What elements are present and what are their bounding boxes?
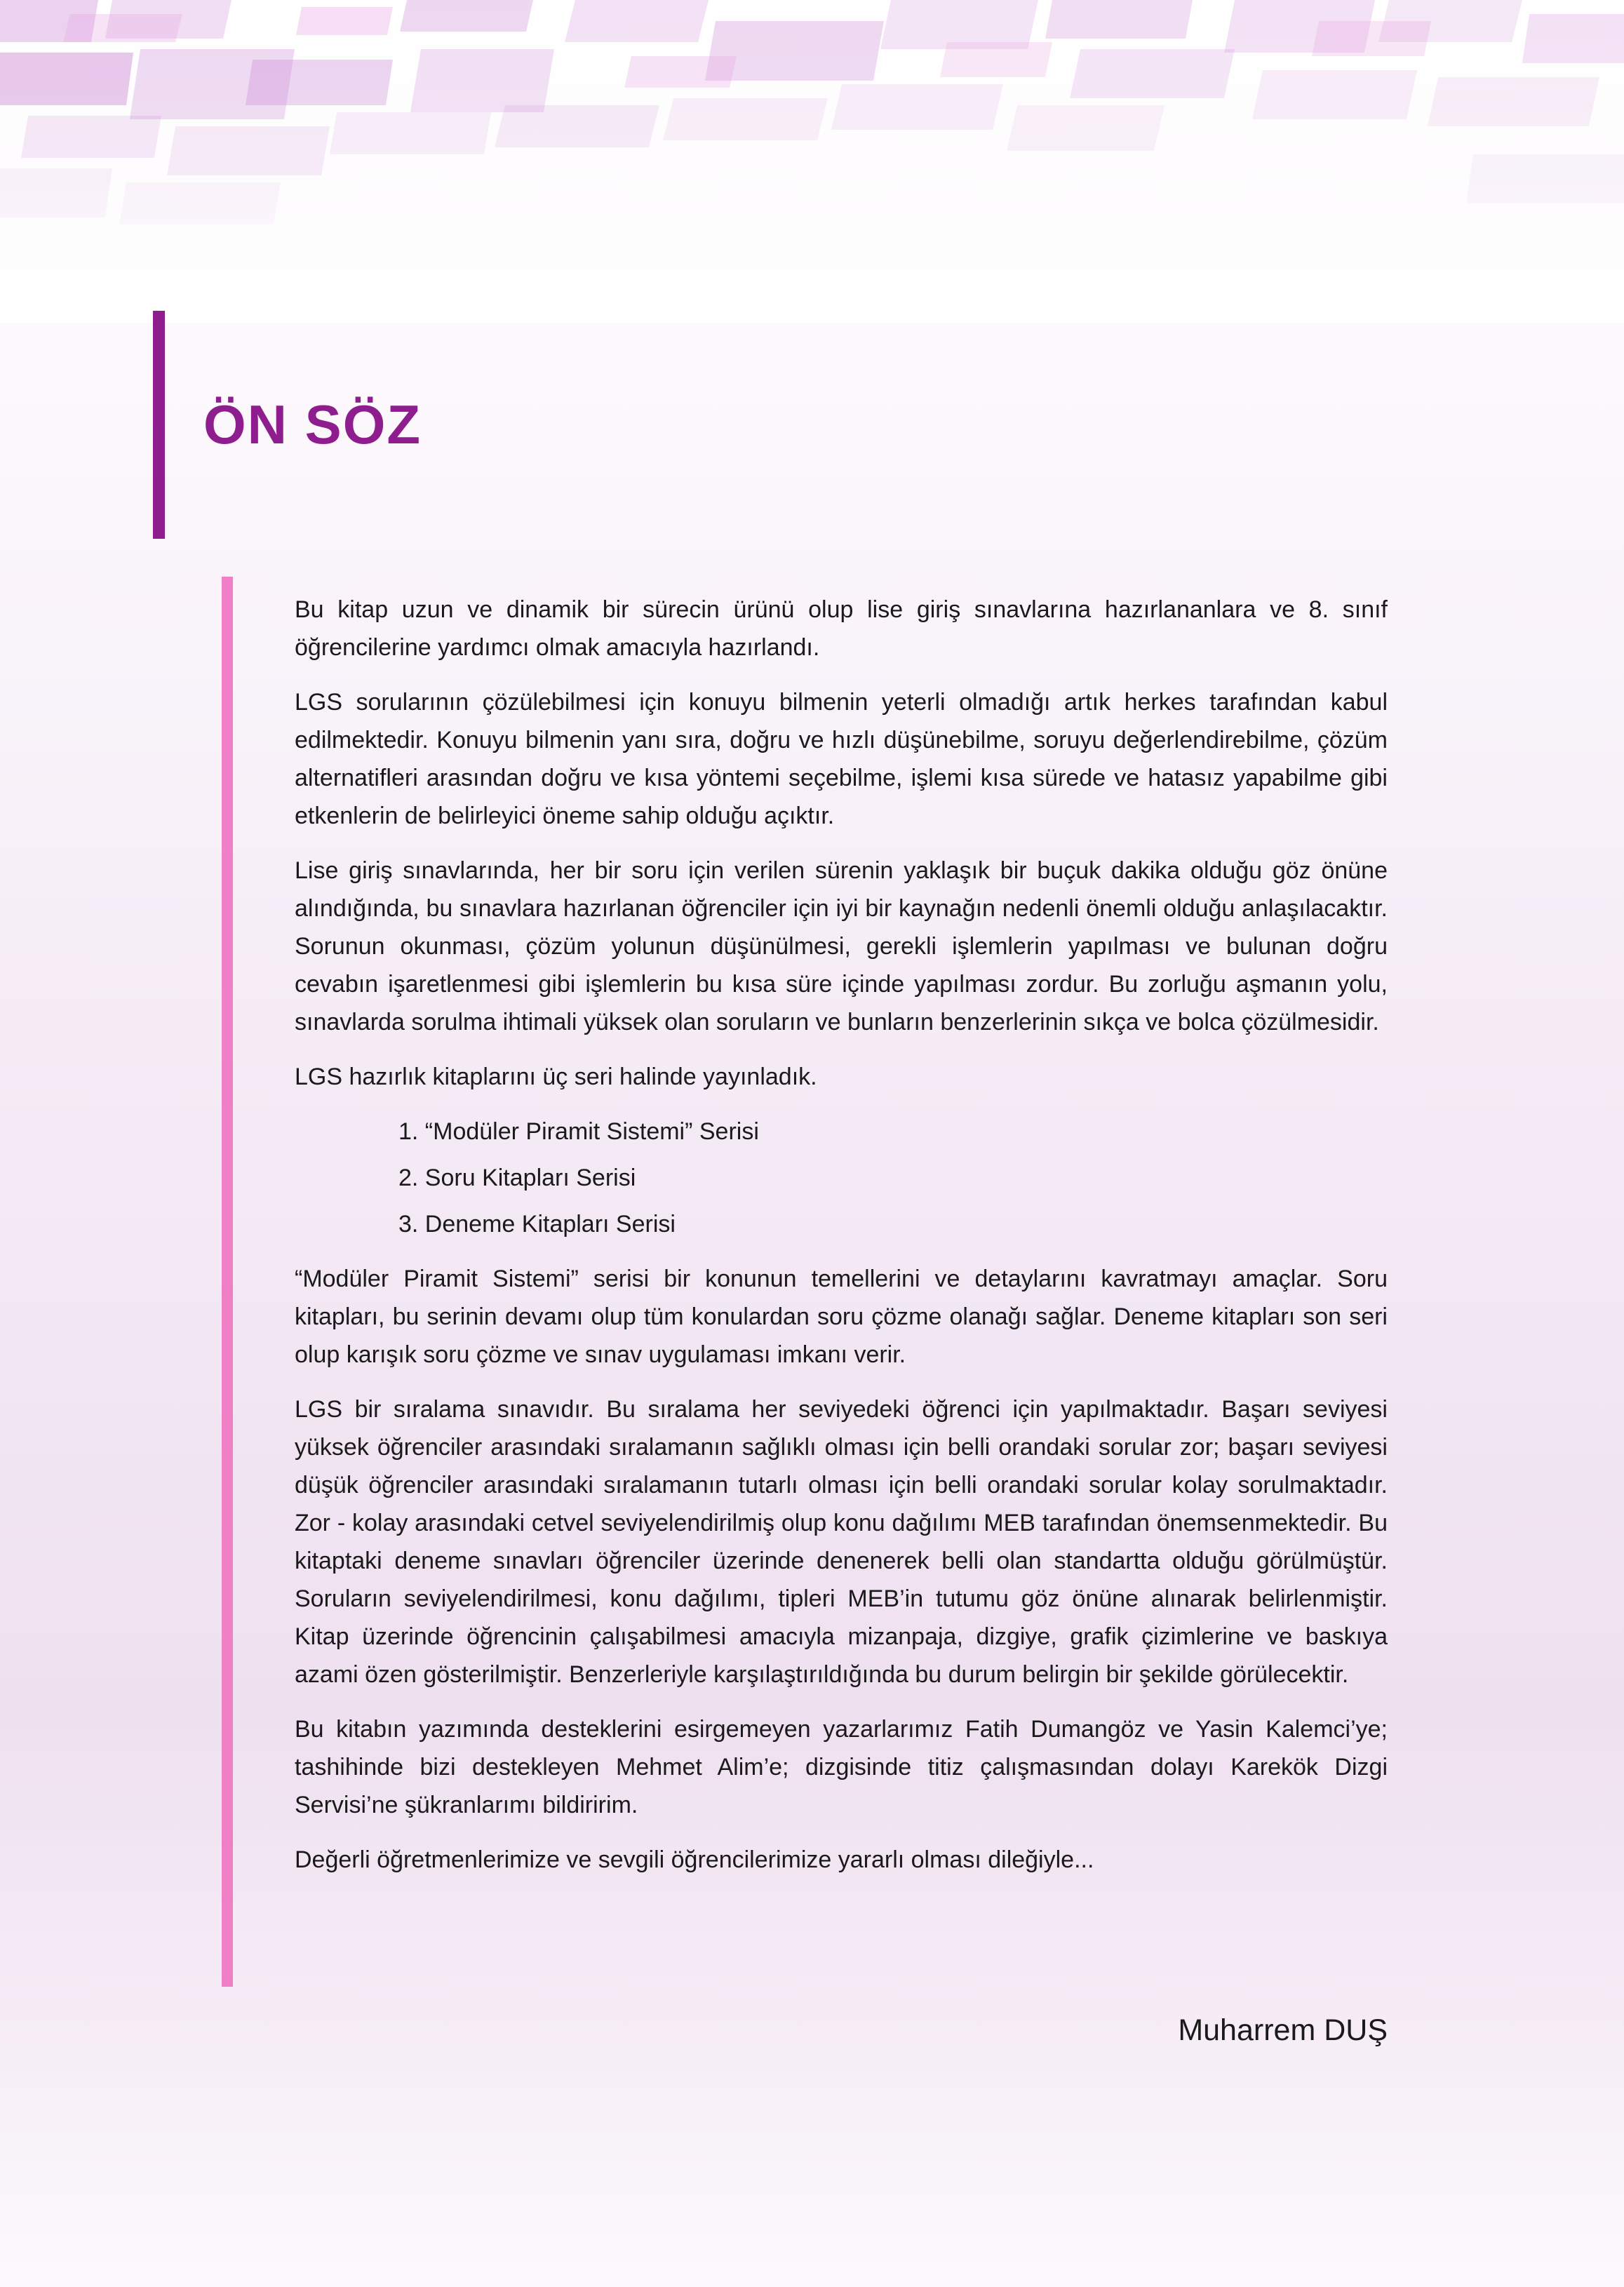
paragraph: “Modüler Piramit Sistemi” serisi bir konunun temellerini ve detaylarını kavratmayı amaçlar. Soru kitapları, bu serinin devamı olup tüm konulardan soru çözme olanağı sağlar. Deneme kitapları son seri olup karışık soru çözme ve sınav uygulaması imkanı verir. xyxy=(295,1266,1388,1368)
page-title: ÖN SÖZ xyxy=(203,394,422,455)
list-item: 1. “Modüler Piramit Sistemi” Serisi xyxy=(398,1118,759,1145)
paragraph: Bu kitap uzun ve dinamik bir sürecin ürünü olup lise giriş sınavlarına hazırlananlara ve 8. sınıf öğrencilerine yardımcı olmak amacıyla hazırlandı. xyxy=(295,596,1388,661)
paragraph: LGS bir sıralama sınavıdır. Bu sıralama her seviyedeki öğrenci için yapılmaktadır. Başarı seviyesi yüksek öğrenciler arasındaki sıralamanın sağlıklı olması için belli orandaki sorular zor; başarı seviyesi düşük öğrenciler arasındaki sıralamanın tutarlı olması için belli orandaki sorular kolay sorulmaktadır. Zor - kolay arasındaki cetvel seviyelendirilmiş olup konu dağılımı MEB tarafından önemsenmektedir. Bu kitaptaki deneme sınavları öğrenciler üzerinde denenerek belli olan standartta olduğu görülmüştür. Soruların seviyelendirilmesi, konu dağılımı, tipleri MEB’in tutumu göz önüne alınarak belirlenmiştir. Kitap üzerinde öğrencinin çalışabilmesi amacıyla mizanpaja, dizgiye, grafik çizimlerine ve baskıya azami özen gösterilmiştir. Benzerleriyle karşılaştırıldığında bu durum belirgin bir şekilde görülecektir. xyxy=(295,1396,1388,1688)
list-item: 3. Deneme Kitapları Serisi xyxy=(398,1211,676,1238)
content-accent-bar xyxy=(222,577,233,1987)
header-decoration xyxy=(0,0,1624,323)
list-item: 2. Soru Kitapları Serisi xyxy=(398,1165,636,1191)
paragraph: Değerli öğretmenlerimize ve sevgili öğrencilerimize yararlı olması dileğiyle... xyxy=(295,1846,1094,1873)
paragraph: LGS sorularının çözülebilmesi için konuyu bilmenin yeterli olmadığı artık herkes tarafından kabul edilmektedir. Konuyu bilmenin yanı sıra, doğru ve hızlı düşünebilme, soruyu değerlendirebilme, çözüm alternatifleri arasından doğru ve kısa yöntemi seçebilme, işlemi kısa sürede ve hatasız yapabilme gibi etkenlerin de belirleyici öneme sahip olduğu açıktır. xyxy=(295,689,1388,829)
paragraph: Bu kitabın yazımında desteklerini esirgemeyen yazarlarımız Fatih Dumangöz ve Yasin Kalemci’ye; tashihinde bizi destekleyen Mehmet Alim’e; dizgisinde titiz çalışmasından dolayı Karekök Dizgi Servisi’ne şükranlarımı bildiririm. xyxy=(295,1716,1388,1818)
paragraph: LGS hazırlık kitaplarını üç seri halinde yayınladık. xyxy=(295,1064,817,1090)
series-list xyxy=(295,1113,1388,1243)
paragraph: Lise giriş sınavlarında, her bir soru için verilen sürenin yaklaşık bir buçuk dakika olduğu göz önüne alındığında, bu sınavlara hazırlanan öğrenciler için iyi bir kaynağın nedenli önemli olduğu anlaşılacaktır. Sorunun okunması, çözüm yolunun düşünülmesi, gerekli işlemlerin yapılması ve bulunan doğru cevabın işaretlenmesi gibi işlemlerin bu kısa süre içinde yapılması zordur. Bu zorluğu aşmanın yolu, sınavlarda sorulma ihtimali yüksek olan soruların ve bunların benzerlerinin sıkça ve bolca çözülmesidir. xyxy=(295,857,1388,1035)
title-accent-bar xyxy=(153,311,165,539)
author-signature: Muharrem DUŞ xyxy=(1178,2013,1388,2047)
preface-body xyxy=(295,591,1388,1896)
